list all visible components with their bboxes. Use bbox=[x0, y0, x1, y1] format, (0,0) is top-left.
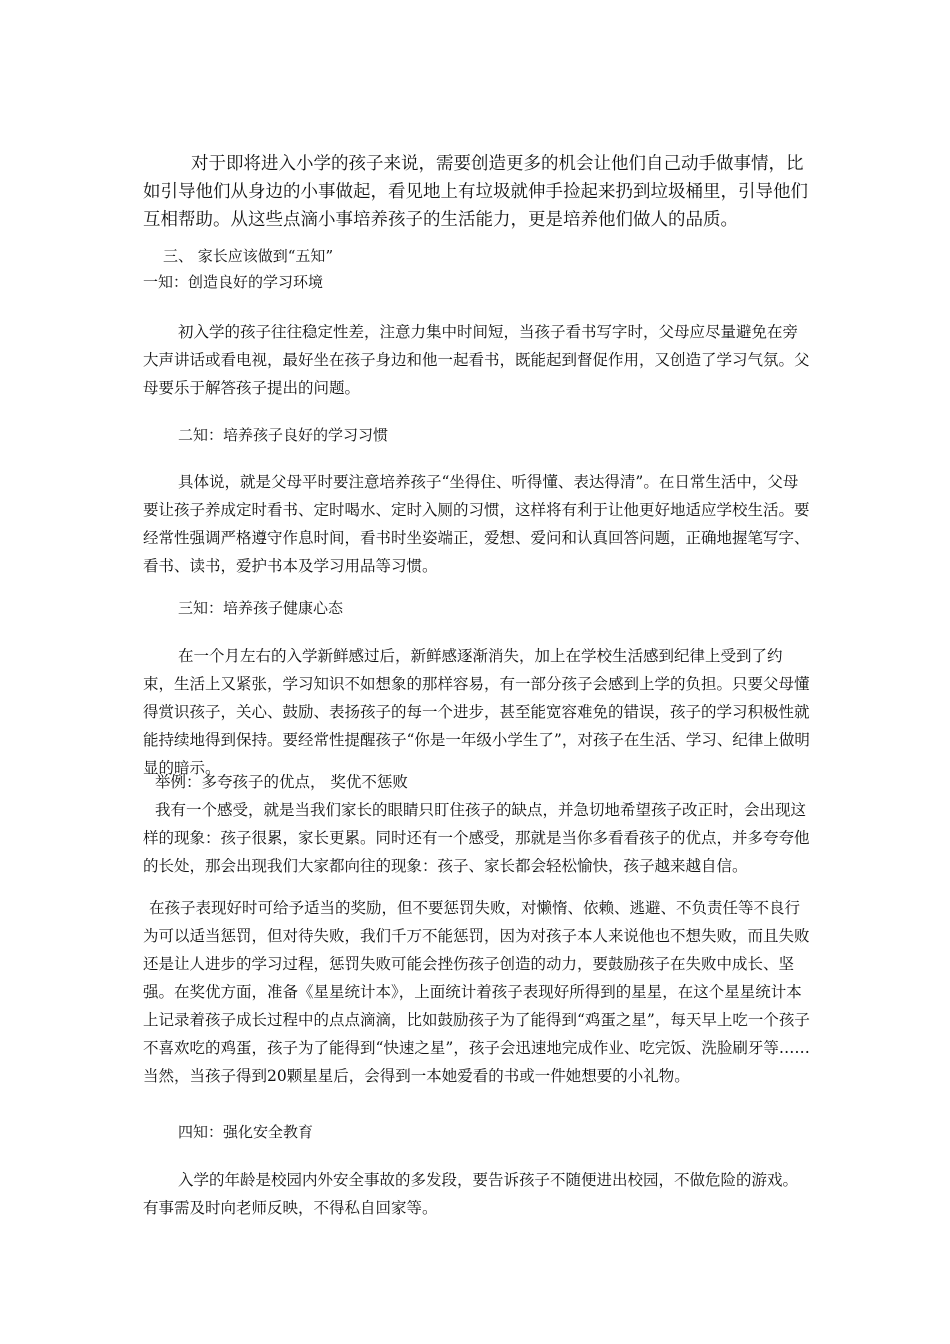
know4-heading: 四知：强化安全教育 bbox=[178, 1123, 314, 1141]
example-paragraph-2: 在孩子表现好时可给予适当的奖励，但不要惩罚失败，对懒惰、依赖、逃避、不负责任等不良行为可以适当惩罚，但对待失败，我们千万不能惩罚，因为对孩子本人来说他也不想失败，而且失败还是让人进步的学习过程，惩罚失败可能会挫伤孩子创造的动力，要鼓励孩子在失败中成长、坚强。在奖优方面，准备《星星统计本》，上面统计着孩子表现好所得到的星星，在这个星星统计本上记录着孩子成长过程中的点点滴滴，比如鼓励孩子为了能得到“鸡蛋之星”，每天早上吃一个孩子不喜欢吃的鸡蛋，孩子为了能得到“快速之星”，孩子会迅速地完成作业、吃完饭、洗脸刷牙等……当然，当孩子得到20颗星星后，会得到一本她爱看的书或一件她想要的小礼物。 bbox=[143, 899, 810, 1085]
know3-heading: 三知：培养孩子健康心态 bbox=[178, 599, 344, 617]
know4-paragraph: 入学的年龄是校园内外安全事故的多发段，要告诉孩子不随便进出校园，不做危险的游戏。有事需及时向老师反映，不得私自回家等。 bbox=[143, 1171, 799, 1217]
know3-paragraph: 在一个月左右的入学新鲜感过后，新鲜感逐渐消失，加上在学校生活感到纪律上受到了约束，生活上又紧张，学习知识不如想象的那样容易，有一部分孩子会感到上学的负担。只要父母懂得赏识孩子，关心、鼓励、表扬孩子的每一个进步，甚至能宽容难免的错误，孩子的学习积极性就能持续地得到保持。要经常性提醒孩子“你是一年级小学生了”，对孩子在生活、学习、纪律上做明显的暗示。 bbox=[143, 647, 810, 777]
example-paragraph-1: 我有一个感受，就是当我们家长的眼睛只盯住孩子的缺点，并急切地希望孩子改正时，会出现这样的现象：孩子很累，家长更累。同时还有一个感受，那就是当你多看看孩子的优点，并多夸夸他的长处，那会出现我们大家都向往的现象：孩子、家长都会轻松愉快，孩子越来越自信。 bbox=[143, 801, 810, 875]
know2-paragraph: 具体说，就是父母平时要注意培养孩子“坐得住、听得懂、表达得清”。在日常生活中，父母要让孩子养成定时看书、定时喝水、定时入厕的习惯，这样将有利于让他更好地适应学校生活。要经常性强调严格遵守作息时间，看书时坐姿端正，爱想、爱问和认真回答问题，正确地握笔写字、看书、读书，爱护书本及学习用品等习惯。 bbox=[143, 473, 810, 575]
know1-heading: 一知：创造良好的学习环境 bbox=[143, 273, 324, 291]
section-heading-five-knows: 三、 家长应该做到“五知” bbox=[163, 247, 334, 265]
intro-paragraph: 对于即将进入小学的孩子来说，需要创造更多的机会让他们自己动手做事情，比如引导他们从身边的小事做起，看见地上有垃圾就伸手捡起来扔到垃圾桶里，引导他们互相帮助。从这些点滴小事培养孩子的生活能力，更是培养他们做人的品质。 bbox=[143, 154, 808, 230]
example-heading: 举例：多夸孩子的优点， 奖优不惩败 bbox=[155, 773, 408, 791]
know2-heading: 二知：培养孩子良好的学习习惯 bbox=[178, 426, 389, 444]
know1-paragraph: 初入学的孩子往往稳定性差，注意力集中时间短，当孩子看书写字时，父母应尽量避免在旁大声讲话或看电视，最好坐在孩子身边和他一起看书，既能起到督促作用，又创造了学习气氛。父母要乐于解答孩子提出的问题。 bbox=[143, 323, 810, 397]
